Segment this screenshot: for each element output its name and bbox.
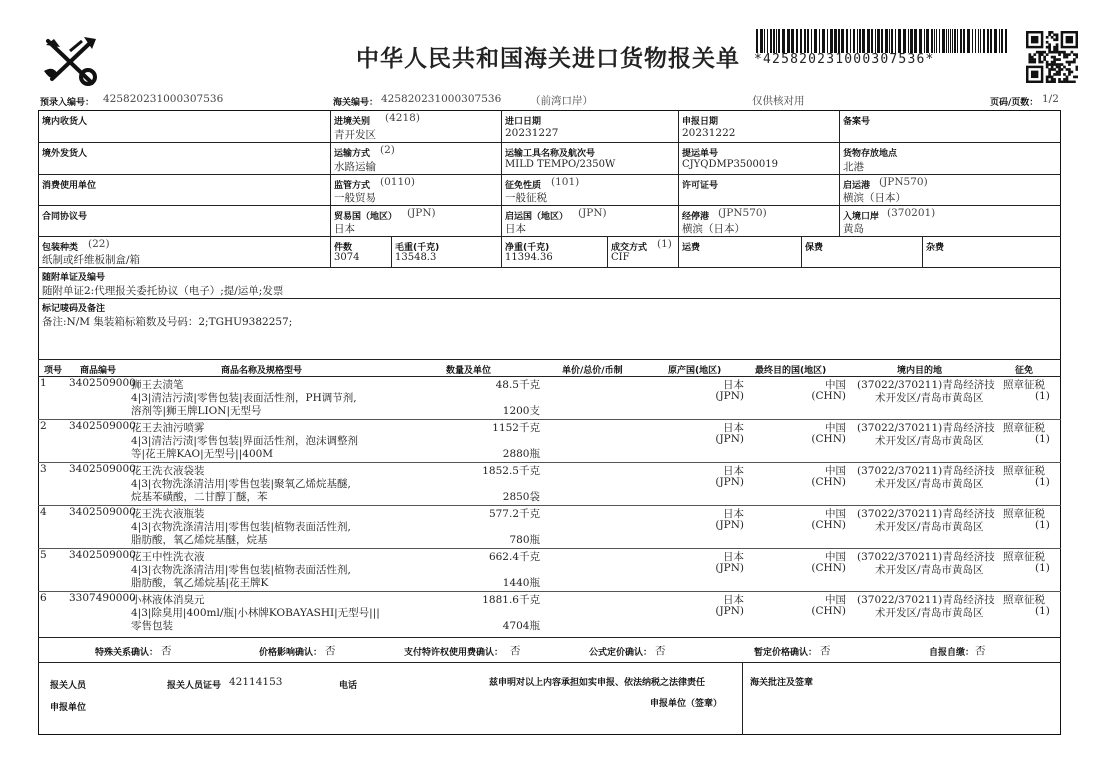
item-origin-code: (JPN) [715,562,744,574]
item-dest: 中国 [825,594,846,606]
origin-country: 日本 [505,223,526,235]
item-spec-line1: 4|3|衣物洗涤清洁用|零售包装|植物表面活性剂, [131,521,351,533]
item-domestic-dest-1: (37022/370211)青岛经济技 [857,508,995,520]
item-spec-line2: 零售包装 [131,620,173,632]
item-dest-code: (CHN) [811,433,846,445]
phone-label: 电话 [339,681,358,691]
transport-mode: 水路运输 [334,161,376,173]
item-levy-code: (1) [1035,476,1050,488]
item-code: 3402509000 [69,549,136,561]
item-no: 4 [40,506,47,518]
item-qty: 662.4千克 [488,551,540,563]
declare-date: 20231222 [682,127,736,139]
entry-customs: 青开发区 [334,129,376,141]
item-dest-code: (CHN) [811,605,846,617]
freight-label: 运费 [682,243,701,253]
item-dest: 中国 [825,551,846,563]
consumer-label: 消费使用单位 [42,181,97,191]
special-relation-value: 否 [161,645,172,657]
col-name-header: 商品名称及规格型号 [221,366,303,376]
declarant-label: 报关人员 [50,681,87,691]
prerecord-label: 预录入编号： [40,98,95,108]
contract-label: 合同协议号 [42,212,88,222]
item-domestic-dest-2: 术开发区/青岛市黄岛区 [875,435,984,447]
item-name: 花王洗衣液瓶装 [131,508,205,520]
item-spec-line1: 4|3|衣物洗涤清洁用|零售包装|聚氧乙烯烷基醚, [131,478,351,490]
transport-mode-label: 运输方式 [334,149,371,159]
declarant-cert-label: 报关人员证号 [167,681,222,691]
item-qty: 1881.6千克 [482,594,540,606]
supervision-label: 监管方式 [334,181,371,191]
item-no: 6 [40,592,47,604]
royalty-value: 否 [510,645,521,657]
item-name: 花王去油污喷雾 [131,422,205,434]
bill-no-label: 提运单号 [682,149,719,159]
self-pay-label: 自报自缴： [929,648,975,658]
item-code: 3402509000 [69,377,136,389]
package: 纸制或纤维板制盒/箱 [42,254,141,266]
origin-country-code: (JPN) [578,207,607,219]
via-port-label: 经停港 [682,212,710,222]
item-spec-line1: 4|3|清洁污渍|零售包装|界面活性剂，泡沫调整剂 [131,435,359,447]
provisional-price-value: 否 [820,645,831,657]
item-spec-line1: 4|3|清洁污渍|零售包装|表面活性剂，PH调节剂, [131,392,357,404]
col-price-header: 单价/总价/币制 [562,366,623,376]
item-dest: 中国 [825,379,846,391]
gross-weight-label: 毛重(千克) [395,243,440,253]
item-spec-line1: 4|3|除臭用|400ml/瓶|小林牌KOBAYASHI|无型号||| [131,607,380,619]
item-code: 3307490000 [69,592,136,604]
declare-unit-label: 申报单位 [50,703,87,713]
item-spec-line2: 烷基苯磺酸，二甘醇丁醚，苯 [131,491,268,503]
customs-no-label: 海关编号： [333,98,379,108]
origin-country-label: 启运国（地区） [505,212,569,222]
item-dest-code: (CHN) [811,390,846,402]
import-date: 20231227 [505,127,559,139]
vessel: MILD TEMPO/2350W [505,159,616,170]
declare-unit-sign-label: 申报单位（签章） [650,699,723,709]
barcode-text: *4258202310003075​36* [754,52,935,67]
levy-nature: 一般征税 [505,192,547,204]
item-name: 花王洗衣液袋装 [131,465,205,477]
item-origin-code: (JPN) [715,605,744,617]
item-origin-code: (JPN) [715,433,744,445]
package-label: 包装种类 [42,243,79,253]
item-spec-line2: 脂肪酸，氧乙烯烷基醚，烷基 [131,534,268,546]
check-only-note: 仅供核对用 [752,95,805,107]
item-code: 3402509000 [69,420,136,432]
overseas-shipper-label: 境外发货人 [42,149,88,159]
item-origin: 日本 [723,379,744,391]
item-domestic-dest-2: 术开发区/青岛市黄岛区 [875,478,984,490]
item-name: 花王中性洗衣液 [131,551,205,563]
item-domestic-dest-1: (37022/370211)青岛经济技 [857,422,995,434]
item-spec-line2: 等|花王牌KAO|无型号||400M [131,448,274,460]
item-qty: 577.2千克 [488,508,540,520]
customs-emblem-icon [40,33,102,89]
customs-no: 425820231000307536 [381,93,502,105]
pieces: 3074 [334,252,360,263]
entry-customs-label: 进境关别 [334,117,371,127]
item-domestic-dest-2: 术开发区/青岛市黄岛区 [875,564,984,576]
supervision-code: (0110) [380,176,415,188]
item-levy: 照章征税 [1003,594,1045,606]
departure-port: 横滨（日本） [843,192,906,204]
deal-mode-label: 成交方式 [611,243,648,253]
item-code: 3402509000 [69,506,136,518]
item-qty-unit: 1440瓶 [502,577,540,589]
price-effect-label: 价格影响确认： [259,648,323,658]
item-levy: 照章征税 [1003,551,1045,563]
attached-docs-label: 随附单证及编号 [42,273,106,283]
provisional-price-label: 暂定价格确认： [754,648,818,658]
item-domestic-dest-1: (37022/370211)青岛经济技 [857,594,995,606]
customs-note-label: 海关批注及签章 [750,678,814,688]
col-levy-header: 征免 [1015,366,1034,376]
item-domestic-dest-1: (37022/370211)青岛经济技 [857,379,995,391]
item-levy: 照章征税 [1003,379,1045,391]
page-title: 中华人民共和国海关进口货物报关单 [356,46,740,72]
item-domestic-dest-1: (37022/370211)青岛经济技 [857,551,995,563]
net-weight-label: 净重(千克) [505,243,550,253]
item-domestic-dest-2: 术开发区/青岛市黄岛区 [875,521,984,533]
item-origin: 日本 [723,508,744,520]
storage: 北港 [843,161,864,173]
item-levy-code: (1) [1035,562,1050,574]
item-code: 3402509000 [69,463,136,475]
trade-country: 日本 [334,223,355,235]
declarant-cert: 42114153 [229,676,283,688]
item-qty-unit: 2880瓶 [502,448,540,460]
departure-port-label: 启运港 [843,181,871,191]
entry-port-code: (370201) [887,207,936,219]
special-relation-label: 特殊关系确认： [95,648,159,658]
entry-port: 黄岛 [843,223,864,235]
item-dest-code: (CHN) [811,519,846,531]
item-levy-code: (1) [1035,433,1050,445]
item-origin-code: (JPN) [715,519,744,531]
item-no: 1 [40,377,47,389]
levy-nature-label: 征免性质 [505,181,542,191]
item-spec-line2: 溶剂等|狮王牌LION|无型号 [131,405,262,417]
self-pay-value: 否 [975,645,986,657]
legal-statement: 兹申明对以上内容承担如实申报、依法纳税之法律责任 [489,678,706,688]
formula-price-label: 公式定价确认： [589,648,653,658]
col-origin-header: 原产国(地区) [668,366,722,376]
marks-label: 标记唛码及备注 [42,304,106,314]
storage-label: 货物存放地点 [843,149,898,159]
item-spec-line1: 4|3|衣物洗涤清洁用|零售包装|植物表面活性剂, [131,564,351,576]
col-dest-header: 最终目的国(地区) [755,366,827,376]
declare-date-label: 申报日期 [682,117,719,127]
via-port: 横滨（日本） [682,223,745,235]
col-code-header: 商品编号 [80,366,117,376]
record-no-label: 备案号 [843,117,871,127]
item-origin: 日本 [723,594,744,606]
misc-fee-label: 杂费 [926,243,945,253]
marks-remarks: 备注:N/M 集装箱标箱数及号码：2;TGHU9382257; [42,316,293,328]
deal-mode-code: (1) [657,238,672,250]
royalty-label: 支付特许权使用费确认： [404,648,504,658]
item-origin-code: (JPN) [715,476,744,488]
pieces-label: 件数 [334,243,353,253]
item-domestic-dest-2: 术开发区/青岛市黄岛区 [875,607,984,619]
port: （前湾口岸） [530,95,593,107]
trade-country-code: (JPN) [407,207,436,219]
item-levy-code: (1) [1035,605,1050,617]
attached-docs: 随附单证2:代理报关委托协议（电子）;提/运单;发票 [42,285,284,297]
item-qty-unit: 4704瓶 [502,620,540,632]
col-no-header: 项号 [44,366,63,376]
page-label: 页码/页数： [990,98,1039,108]
item-levy-code: (1) [1035,519,1050,531]
item-qty-unit: 1200支 [502,405,540,417]
supervision: 一般贸易 [334,192,376,204]
item-no: 2 [40,420,47,432]
item-spec-line2: 脂肪酸，氧乙烯烷基|花王牌K [131,577,269,589]
item-qty-unit: 780瓶 [509,534,540,546]
item-domestic-dest-1: (37022/370211)青岛经济技 [857,465,995,477]
item-qty: 1152千克 [492,422,540,434]
item-origin: 日本 [723,465,744,477]
deal-mode: CIF [611,252,630,263]
item-no: 5 [40,549,47,561]
item-qty-unit: 2850袋 [502,491,540,503]
import-date-label: 进口日期 [505,117,542,127]
prerecord-no: 425820231000307536 [103,93,224,105]
qr-code-icon [1026,31,1078,83]
item-qty: 1852.5千克 [482,465,540,477]
vessel-label: 运输工具名称及航次号 [505,149,596,159]
col-qty-header: 数量及单位 [446,366,492,376]
levy-nature-code: (101) [551,176,580,188]
entry-customs-code: (4218) [385,112,420,124]
item-name: 小林液体消臭元 [131,594,205,606]
license-label: 许可证号 [682,181,719,191]
via-port-code: (JPN570) [718,207,767,219]
item-origin-code: (JPN) [715,390,744,402]
item-name: 狮王去渍笔 [131,379,184,391]
entry-port-label: 入境口岸 [843,212,880,222]
trade-country-label: 贸易国（地区） [334,212,398,222]
package-code: (22) [88,238,110,250]
item-dest: 中国 [825,465,846,477]
departure-port-code: (JPN570) [879,176,928,188]
col-domestic-dest-header: 境内目的地 [897,366,943,376]
net-weight: 11394.36 [505,252,553,263]
item-levy: 照章征税 [1003,465,1045,477]
item-origin: 日本 [723,551,744,563]
price-effect-value: 否 [325,645,336,657]
item-dest: 中国 [825,422,846,434]
item-dest-code: (CHN) [811,476,846,488]
insurance-label: 保费 [805,243,824,253]
item-dest-code: (CHN) [811,562,846,574]
item-levy-code: (1) [1035,390,1050,402]
item-dest: 中国 [825,508,846,520]
gross-weight: 13548.3 [395,252,437,263]
formula-price-value: 否 [655,645,666,657]
transport-mode-code: (2) [380,144,395,156]
item-qty: 48.5千克 [495,379,540,391]
item-no: 3 [40,463,47,475]
item-domestic-dest-2: 术开发区/青岛市黄岛区 [875,392,984,404]
page-value: 1/2 [1042,93,1059,105]
item-origin: 日本 [723,422,744,434]
item-levy: 照章征税 [1003,422,1045,434]
bill-no: CJYQDMP3500019 [682,159,778,170]
item-levy: 照章征税 [1003,508,1045,520]
domestic-consignee-label: 境内收货人 [42,117,88,127]
